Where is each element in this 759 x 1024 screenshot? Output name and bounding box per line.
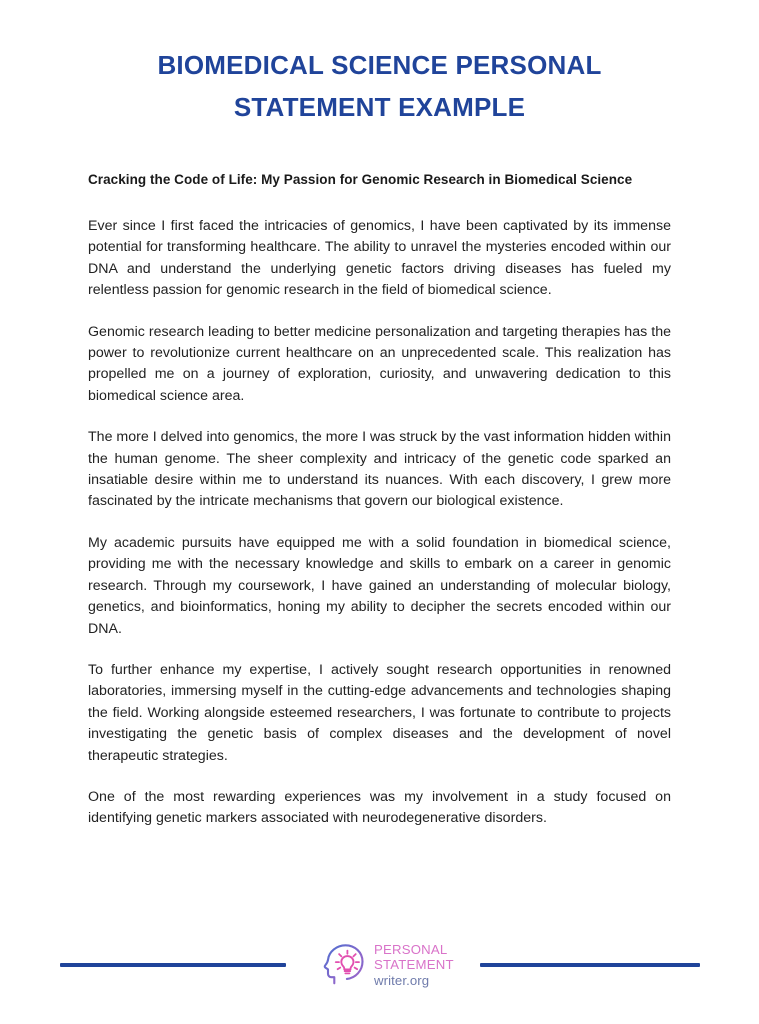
section-heading: Cracking the Code of Life: My Passion for Genomic Research in Biomedical Science (88, 172, 633, 187)
head-lightbulb-icon (322, 940, 368, 990)
page-title-line-2: STATEMENT EXAMPLE (233, 92, 526, 122)
brand-logo-domain: writer.org (374, 972, 430, 988)
body-paragraph: Genomic research leading to better medicine personalization and targeting therapies has the power to revolutionize current healthcare on an unprecedented scale. This realization has propelled me on a journey of exploration, curiosity, and unwavering dedication to this biomedical science area. (88, 323, 671, 404)
brand-logo-text (374, 942, 454, 989)
brand-logo-line-2: STATEMENT (374, 957, 454, 972)
body-paragraph: Ever since I first faced the intricacies of genomics, I have been captivated by its immense potential for transforming healthcare. The ability to unravel the mysteries encoded within our DNA and understand the underlying genetic factors driving diseases has fueled my relentless passion for genomic research in the field of biomedical science. (88, 218, 671, 299)
body-paragraph: The more I delved into genomics, the more I was struck by the vast information hidden within the human genome. The sheer complexity and intricacy of the genetic code sparked an insatiable desire within me to understand its nuances. With each discovery, I grew more fascinated by the intricate mechanisms that govern our biological existence. (88, 429, 671, 510)
brand-logo[interactable] (322, 936, 454, 994)
footer-rule-right (480, 963, 700, 967)
brand-logo-line-1: PERSONAL (374, 941, 448, 957)
page-title-line-1: BIOMEDICAL SCIENCE PERSONAL (157, 50, 602, 80)
body-paragraph: To further enhance my expertise, I actively sought research opportunities in renowned laboratories, immersing myself in the cutting-edge advancements and technologies shaping the field. Working alongside esteemed researchers, I was fortunate to contribute to projects investigating the genetic basis of complex diseases and the development of novel therapeutic strategies. (88, 661, 671, 764)
footer-rule-left (60, 963, 286, 967)
body-paragraph: My academic pursuits have equipped me with a solid foundation in biomedical science, providing me with the necessary knowledge and skills to embark on a career in genomic research. Through my coursework, I have gained an understanding of molecular biology, genetics, and bioinformatics, honing my ability to decipher the secrets encoded within our DNA. (88, 534, 671, 637)
page-title (88, 44, 671, 128)
document-body (88, 170, 671, 830)
body-paragraph: One of the most rewarding experiences was my involvement in a study focused on identifying genetic markers associated with neurodegenerative disorders. (88, 788, 671, 827)
